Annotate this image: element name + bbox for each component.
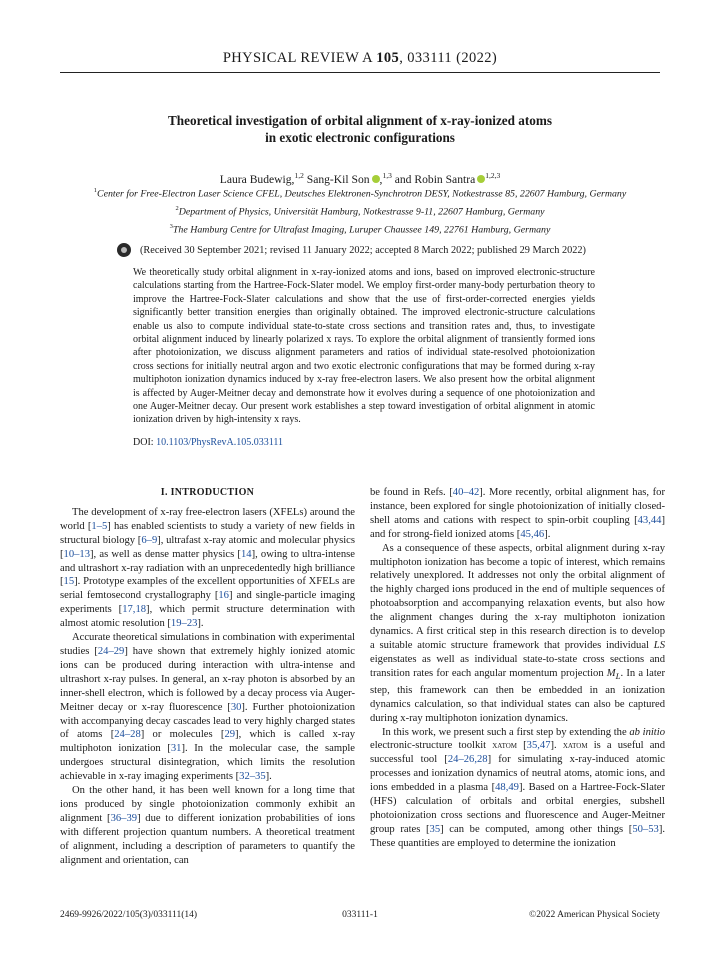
abstract: We theoretically study orbital alignment in x-ray-ionized atoms and ions, based on improved electronic-structure calculations starting from the Hartree-Fock-Slater model. We employ first-order many-body perturbation theory to improve the Hartree-Fock-Slater calculations and show that the use of first-order-corrected energies yields significantly better transition energies than originally obtained. The improved electronic-structure calculations enable us also to compute individual state-to-state cross sections and transition rates and, thus, to investigate orbital alignment induced by linearly polarized x rays. To explore the orbital alignment of transiently formed ions after photoionization, we discuss alignment parameters and ratios of individual state-resolved photoionization cross sections for initially neutral argon and two exotic electronic configurations that may be formed during x-ray multiphoton ionization dynamics induced by x-ray free-electron lasers. We also present how the orbital alignment is affected by Auger-Meitner decay and demonstrate how it evolves during a sequence of one photoionization and one Auger-Meitner decay. Our present work establishes a step toward investigation of orbital alignment in atomic ionization driven by high-intensity x rays.	[133, 267, 595, 426]
title-line-1: Theoretical investigation of orbital alignment of x-ray-ionized atoms	[168, 113, 552, 128]
author-budewig[interactable]: Laura Budewig,	[219, 172, 295, 186]
author-sup: 1,3	[382, 171, 392, 180]
article-number: , 033111 (2022)	[399, 50, 498, 66]
body-paragraph: Accurate theoretical simulations in combination with experimental studies [24–29] have shown that extremely highly ionized atomic ions can be produced during interaction with ultra-intense and ultrashort x-ray pulses. In general, an x-ray photon is absorbed by an inner-shell electron, which is followed by a decay process via Auger-Meitner decay or x-ray fluorescence [30]. Further photoionization with accompanying decay cascades lead to very highly charged states of atoms [24–28] or molecules [29], which is called x-ray multiphoton ionization [31]. In the molecular case, the sample undergoes structural disintegration, which limits the resolution achievable in x-ray imaging experiments [32–35].	[60, 632, 356, 783]
author-sup: 1,2	[294, 171, 304, 180]
affiliation-2: $^2$Department of Physics, Universität Hamburg, Notkestrasse 9-11, 22607 Hamburg, Germany	[175, 204, 545, 218]
journal-volume: 105	[376, 50, 400, 66]
body-paragraph: be found in Refs. [40–42]. More recently, orbital alignment has, for instance, been explored for single photoionization of initially closed-shell atoms and cations with respect to spin-orbit coupling [43,44] and for strong-field ionized atoms [45,46].	[370, 487, 665, 540]
footer-issn: 2469-9926/2022/105(3)/033111(14)	[60, 910, 198, 920]
doi-line	[133, 437, 283, 448]
affiliation-3: $^3$The Hamburg Centre for Ultrafast Imaging, Luruper Chaussee 149, 22761 Hamburg, Germany	[169, 222, 551, 236]
left-column	[60, 486, 355, 867]
orcid-icon[interactable]	[372, 175, 380, 183]
doi-link[interactable]: 10.1103/PhysRevA.105.033111	[156, 437, 284, 448]
body-paragraph: As a consequence of these aspects, orbital alignment during x-ray multiphoton ionization has become a topic of interest, which remains relatively unexplored. It addresses not only the orbital alignment of the highly charged ions produced in the end of multiple sequences of photoabsorption and accompanying relaxation events, but also how the alignment changes during the x-ray multiphoton ionization dynamics. A first critical step in this research direction is to develop a suitable atomic structure framework that provides individual LS eigenstates as well as individual state-to-state cross sections and transition rates for each angular momentum projection $M_L$. In a later step, this framework can then be embedded in an ionization dynamics calculation, so that individual states can also be captured during x-ray multiphoton ionization dynamics.	[370, 542, 665, 724]
page-number: 033111-1	[342, 910, 378, 920]
paper-title	[100, 112, 620, 146]
title-line-2: in exotic electronic configurations	[265, 130, 455, 145]
header-divider	[60, 72, 660, 73]
right-column	[370, 486, 665, 851]
journal-header	[60, 50, 660, 67]
crossmark-icon[interactable]	[117, 243, 131, 257]
body-paragraph: In this work, we present such a first step by extending the ab initio electronic-structure toolkit xatom [35,47]. xatom is a useful and successful tool [24–26,28] for simulating x-ray-induced atomic processes and ionization dynamics of neutral atoms, atomic ions, and ions embedded in a plasma [48,49]. Based on a Hartree-Fock-Slater (HFS) calculation of orbitals and orbital energies, subshell photoionization cross sections and fluorescence and Auger-Meitner group rates [35] can be computed, among other things [50–53]. These quantities are employed to determine the ionization	[370, 726, 665, 849]
journal-name: PHYSICAL REVIEW A	[222, 50, 373, 66]
affiliation-1: $^1$Center for Free-Electron Laser Science CFEL, Deutsches Elektronen-Synchrotron DESY, Notkestrasse 85, 22607 Hamburg, Germany	[93, 187, 627, 200]
body-paragraph: On the other hand, it has been well known for a long time that ions produced by single photoionization commonly exhibit an alignment [36–39] due to different ionization probabilities of ions with different projection quantum numbers. A theoretical treatment of alignment, including a description of parameters to quantify the alignment and orientation, can	[60, 785, 355, 866]
footer-copyright: ©2022 American Physical Society	[529, 910, 660, 920]
section-heading: I. INTRODUCTION	[160, 487, 255, 498]
body-paragraph: The development of x-ray free-electron lasers (XFELs) around the world [1–5] has enabled scientists to study a variety of new fields in structural biology [6–9], ultrafast x-ray atomic and molecular physics [10–13], as well as dense matter physics [14], owing to ultra-intense and ultrashort x-ray radiation with an unprecedentedly high brilliance [15]. Prototype examples of the excellent opportunities of XFELs are serial femtosecond crystallography [16] and single-particle imaging experiments [17,18], which permit structure determination with almost atomic resolution [19–23].	[60, 506, 356, 630]
affiliations	[40, 184, 680, 238]
doi-label: DOI:	[133, 437, 157, 448]
author-list: Laura Budewig,$^{1,2}$ Sang-Kil Son ,$^{1,3}$ and Robin Santra $^{1,2,3}$	[219, 171, 501, 186]
received-dates: (Received 30 September 2021; revised 11 January 2022; accepted 8 March 2022; published 29 March 2022)	[140, 245, 586, 256]
author-sup: 1,2,3	[485, 171, 501, 180]
author-santra[interactable]: and Robin Santra	[391, 172, 476, 186]
author-son[interactable]: Sang-Kil Son	[303, 172, 370, 186]
